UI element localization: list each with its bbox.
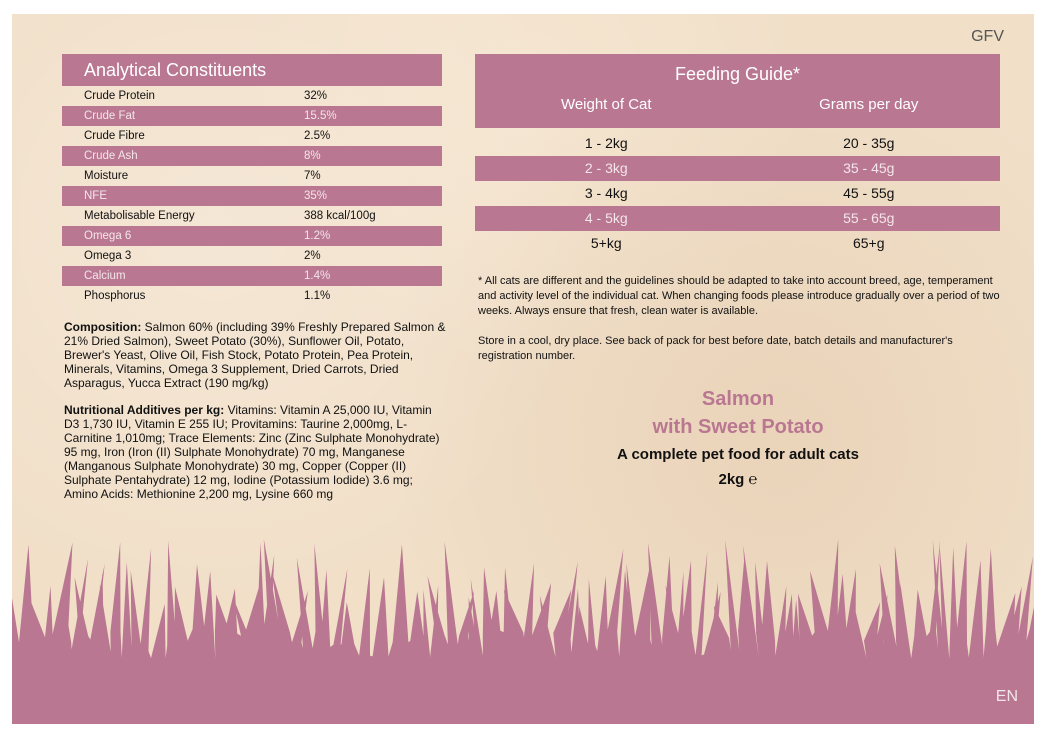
- analytical-row: [62, 126, 442, 146]
- composition-block: [64, 320, 449, 514]
- constituent-value: 1.2%: [304, 230, 331, 242]
- feeding-guidelines-note: * All cats are different and the guidelines should be adapted to take into account breed, age, temperament and activity level of the individual cat. When changing foods please introduce gradually over a period of two weeks. Always ensure that fresh, clean water is available.: [478, 275, 1000, 317]
- constituent-name: NFE: [84, 190, 107, 202]
- grams-per-day: 20 - 35g: [843, 135, 895, 151]
- feeding-guide-rows: [475, 131, 1000, 256]
- grass-silhouette: [12, 534, 1034, 724]
- analytical-row: [62, 226, 442, 246]
- feeding-row: [475, 206, 1000, 231]
- feeding-guide-table: [475, 54, 1000, 256]
- composition-label: Composition:: [64, 320, 142, 334]
- analytical-row: [62, 286, 442, 306]
- constituent-name: Metabolisable Energy: [84, 210, 195, 222]
- constituent-name: Crude Fat: [84, 110, 136, 122]
- constituent-name: Omega 6: [84, 230, 132, 242]
- product-name-line2: with Sweet Potato: [652, 416, 824, 438]
- constituent-name: Moisture: [84, 170, 129, 182]
- analytical-row: [62, 86, 442, 106]
- column-grams: Grams per day: [819, 96, 919, 113]
- feeding-guide-title: Feeding Guide*: [674, 64, 801, 84]
- feeding-row: [475, 181, 1000, 206]
- analytical-row: [62, 166, 442, 186]
- product-name-line1: Salmon: [701, 388, 775, 410]
- additives-label: Nutritional Additives per kg:: [64, 403, 225, 417]
- analytical-row: [62, 206, 442, 226]
- constituent-value: 2%: [304, 250, 321, 262]
- cat-weight: 1 - 2kg: [584, 135, 628, 151]
- constituent-value: 32%: [304, 90, 328, 102]
- constituent-value: 2.5%: [304, 130, 331, 142]
- analytical-rows: [62, 86, 442, 306]
- feeding-row: [475, 131, 1000, 156]
- grams-per-day: 55 - 65g: [843, 210, 895, 226]
- composition-text: Salmon 60% (including 39% Freshly Prepared Salmon & 21% Dried Salmon), Sweet Potato (30%), Sunflower Oil, Potato, Brewer's Yeast, Olive Oil, Fish Stock, Potato Protein, Pea Protein, Minerals, Vitamins, Omega 3 Supplement, Dried Carrots, Dried Asparagus, Yucca Extract (190 mg/kg): [64, 320, 446, 390]
- product-weight: 2kg ℮: [718, 471, 758, 488]
- column-weight: Weight of Cat: [560, 96, 652, 113]
- cat-weight: 5+kg: [590, 235, 622, 251]
- grams-per-day: 65+g: [852, 235, 885, 251]
- pack-label: [12, 14, 1034, 724]
- constituent-value: 1.4%: [304, 270, 331, 282]
- additives-paragraph: [64, 403, 449, 501]
- constituent-value: 35%: [304, 190, 328, 202]
- grams-per-day: 45 - 55g: [843, 185, 895, 201]
- analytical-row: [62, 106, 442, 126]
- constituent-name: Calcium: [84, 270, 126, 282]
- constituent-name: Crude Fibre: [84, 130, 145, 142]
- language-code: EN: [995, 688, 1018, 705]
- feeding-guide-columns: [475, 88, 1000, 113]
- constituent-name: Phosphorus: [84, 290, 146, 302]
- corner-code: GFV: [971, 28, 1004, 45]
- grams-per-day: 35 - 45g: [843, 160, 895, 176]
- constituent-value: 388 kcal/100g: [304, 210, 376, 222]
- feeding-guide-header: [475, 54, 1000, 128]
- feeding-row: [475, 231, 1000, 256]
- additives-text: Vitamins: Vitamin A 25,000 IU, Vitamin D3 1,730 IU, Vitamin E 255 IU; Provitamins: Taurine 2,000mg, L-Carnitine 1,010mg; Trace Elements: Zinc (Zinc Sulphate Monohydrate) 95 mg, Iron (Iron (II) Sulphate Monohydrate) 70 mg, Manganese (Manganous Sulphate Monohydrate) 30 mg, Copper (Copper (II) Sulphate Pentahydrate) 12 mg, Iodine (Potassium Iodide) 3.6 mg; Amino Acids: Methionine 2,200 mg, Lysine 660 mg: [64, 403, 440, 501]
- analytical-row: [62, 266, 442, 286]
- constituent-value: 8%: [304, 150, 321, 162]
- product-description: A complete pet food for adult cats: [617, 446, 859, 463]
- feeding-row: [475, 156, 1000, 181]
- constituent-name: Crude Ash: [84, 150, 138, 162]
- composition-paragraph: [64, 320, 449, 390]
- analytical-row: [62, 186, 442, 206]
- storage-note: Store in a cool, dry place. See back of pack for best before date, batch details and manufacturer's registration number.: [478, 335, 953, 362]
- cat-weight: 3 - 4kg: [584, 185, 628, 201]
- constituent-value: 15.5%: [304, 110, 337, 122]
- cat-weight: 2 - 3kg: [584, 160, 628, 176]
- constituent-value: 1.1%: [304, 290, 331, 302]
- constituent-name: Omega 3: [84, 250, 132, 262]
- analytical-row: [62, 146, 442, 166]
- analytical-constituents-table: [62, 54, 442, 306]
- constituent-name: Crude Protein: [84, 90, 155, 102]
- cat-weight: 4 - 5kg: [584, 210, 628, 226]
- analytical-row: [62, 246, 442, 266]
- constituent-value: 7%: [304, 170, 321, 182]
- analytical-title: Analytical Constituents: [62, 54, 442, 86]
